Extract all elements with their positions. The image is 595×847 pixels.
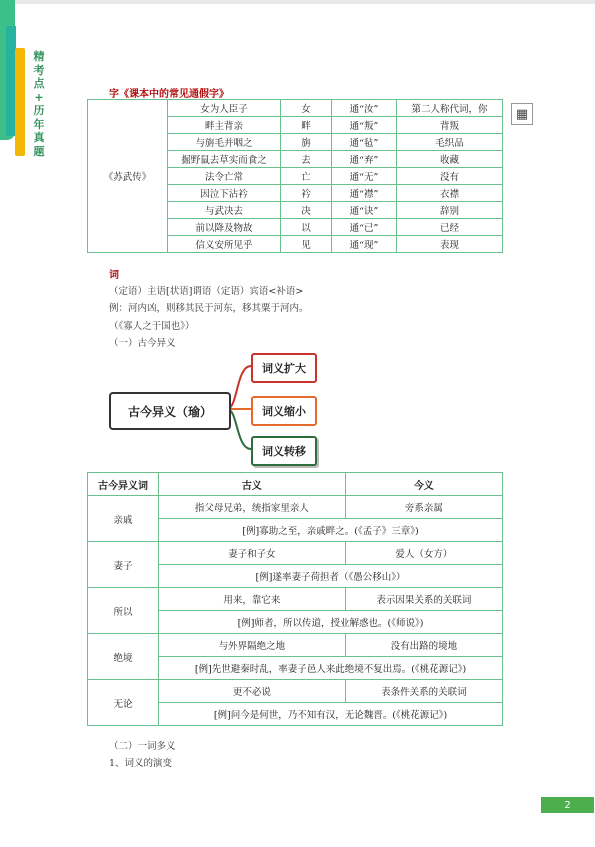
sentence-cell: 因泣下沾衿: [168, 185, 281, 202]
sentence-cell: 畔主背亲: [168, 117, 281, 134]
mindmap-node-shift: 词义转移: [251, 436, 317, 466]
char-cell: 以: [281, 219, 332, 236]
sentence-cell: 掘野鼠去草实而食之: [168, 151, 281, 168]
source-line: （《寡人之于国也》）: [109, 321, 195, 332]
table-row: [88, 542, 503, 565]
tong-cell: 通“叛”: [332, 117, 397, 134]
meaning-cell: 表现: [397, 236, 503, 253]
page-number: 2: [541, 797, 594, 813]
new-meaning-cell: 旁系亲属: [345, 496, 502, 519]
side-title-char: 点: [33, 77, 45, 90]
mindmap-node-expand: 词义扩大: [251, 353, 317, 383]
table-row: [88, 588, 503, 611]
tong-cell: 通“弃”: [332, 151, 397, 168]
char-cell: 衿: [281, 185, 332, 202]
word-cell: 所以: [88, 588, 159, 634]
subheading-evolution: 1、词义的演变: [109, 758, 173, 769]
word-cell: 妻子: [88, 542, 159, 588]
example-cell: [例]遂率妻子荷担者（《愚公移山》）: [159, 565, 503, 588]
header-word: 古今异义词: [88, 473, 159, 496]
section-heading-ci: 词: [109, 270, 119, 281]
table-row: [88, 496, 503, 519]
example-cell: [例]师者，所以传道，授业解惑也。(《师说》): [159, 611, 503, 634]
side-title-char: 年: [33, 117, 45, 131]
qr-code-icon[interactable]: ▦: [511, 103, 533, 125]
meaning-cell: 衣襟: [397, 185, 503, 202]
tong-cell: 通“已”: [332, 219, 397, 236]
sentence-cell: 法令亡常: [168, 168, 281, 185]
meaning-cell: 毛织品: [397, 134, 503, 151]
char-cell: 畔: [281, 117, 332, 134]
example-cell: [例]问今是何世，乃不知有汉，无论魏晋。(《桃花源记》): [159, 703, 503, 726]
example-line: 例：河内凶，则移其民于河东，移其粟于河内。: [109, 303, 309, 314]
example-cell: [例]寡助之至，亲戚畔之。(《孟子》三章》): [159, 519, 503, 542]
char-cell: 见: [281, 236, 332, 253]
meaning-cell: 没有: [397, 168, 503, 185]
sentence-cell: 与旃毛并咽之: [168, 134, 281, 151]
side-title-char: 精: [33, 50, 45, 63]
tong-cell: 通“现”: [332, 236, 397, 253]
tong-cell: 通“毡”: [332, 134, 397, 151]
new-meaning-cell: 爱人（女方）: [345, 542, 502, 565]
side-title-char: 历: [33, 104, 45, 117]
source-cell: 《苏武传》: [88, 100, 168, 253]
heading-char: 字: [109, 89, 119, 100]
word-cell: 绝境: [88, 634, 159, 680]
side-title-char: +: [34, 90, 44, 104]
side-title-char: 题: [33, 144, 45, 158]
side-title-char: 考: [33, 63, 45, 77]
char-cell: 亡: [281, 168, 332, 185]
table-row: [88, 634, 503, 657]
table-row: [88, 680, 503, 703]
char-cell: 旃: [281, 134, 332, 151]
new-meaning-cell: 没有出路的境地: [345, 634, 502, 657]
sentence-cell: 信义安所见乎: [168, 236, 281, 253]
subheading-gujin: （一）古今异义: [109, 338, 176, 349]
example-cell: [例]先世避秦时乱，率妻子邑人来此绝境不复出焉。(《桃花源记》): [159, 657, 503, 680]
old-meaning-cell: 指父母兄弟，统指家里亲人: [159, 496, 346, 519]
header-old: 古义: [159, 473, 346, 496]
sentence-cell: 前以降及物故: [168, 219, 281, 236]
word-cell: 无论: [88, 680, 159, 726]
char-cell: 决: [281, 202, 332, 219]
char-cell: 去: [281, 151, 332, 168]
old-meaning-cell: 与外界隔绝之地: [159, 634, 346, 657]
sentence-cell: 女为人臣子: [168, 100, 281, 117]
meaning-cell: 辞别: [397, 202, 503, 219]
meaning-cell: 收藏: [397, 151, 503, 168]
meaning-cell: 已经: [397, 219, 503, 236]
tong-cell: 通“襟”: [332, 185, 397, 202]
meaning-cell: 背叛: [397, 117, 503, 134]
tong-cell: 通“无”: [332, 168, 397, 185]
old-meaning-cell: 用来，靠它来: [159, 588, 346, 611]
table-header-row: [88, 473, 503, 496]
sentence-cell: 与武决去: [168, 202, 281, 219]
header-new: 今义: [345, 473, 502, 496]
side-title-char: 真: [33, 131, 45, 144]
old-meaning-cell: 更不必说: [159, 680, 346, 703]
mindmap-main-node: 古今异义（瑜）: [109, 392, 231, 430]
word-cell: 亲戚: [88, 496, 159, 542]
heading-paren: 《课本中的常见通假字》: [119, 89, 229, 100]
meaning-cell: 第二人称代词，你: [397, 100, 503, 117]
new-meaning-cell: 表示因果关系的关联词: [345, 588, 502, 611]
mindmap-node-narrow: 词义缩小: [251, 396, 317, 426]
subheading-yiciduoyi: （二）一词多义: [109, 741, 176, 752]
grammar-line: （定语）主语[状语]谓语（定语）宾语<补语>: [109, 286, 304, 297]
char-cell: 女: [281, 100, 332, 117]
tong-cell: 通“诀”: [332, 202, 397, 219]
new-meaning-cell: 表条件关系的关联词: [345, 680, 502, 703]
gujin-table: [87, 472, 503, 726]
tong-cell: 通“汝”: [332, 100, 397, 117]
old-meaning-cell: 妻子和子女: [159, 542, 346, 565]
